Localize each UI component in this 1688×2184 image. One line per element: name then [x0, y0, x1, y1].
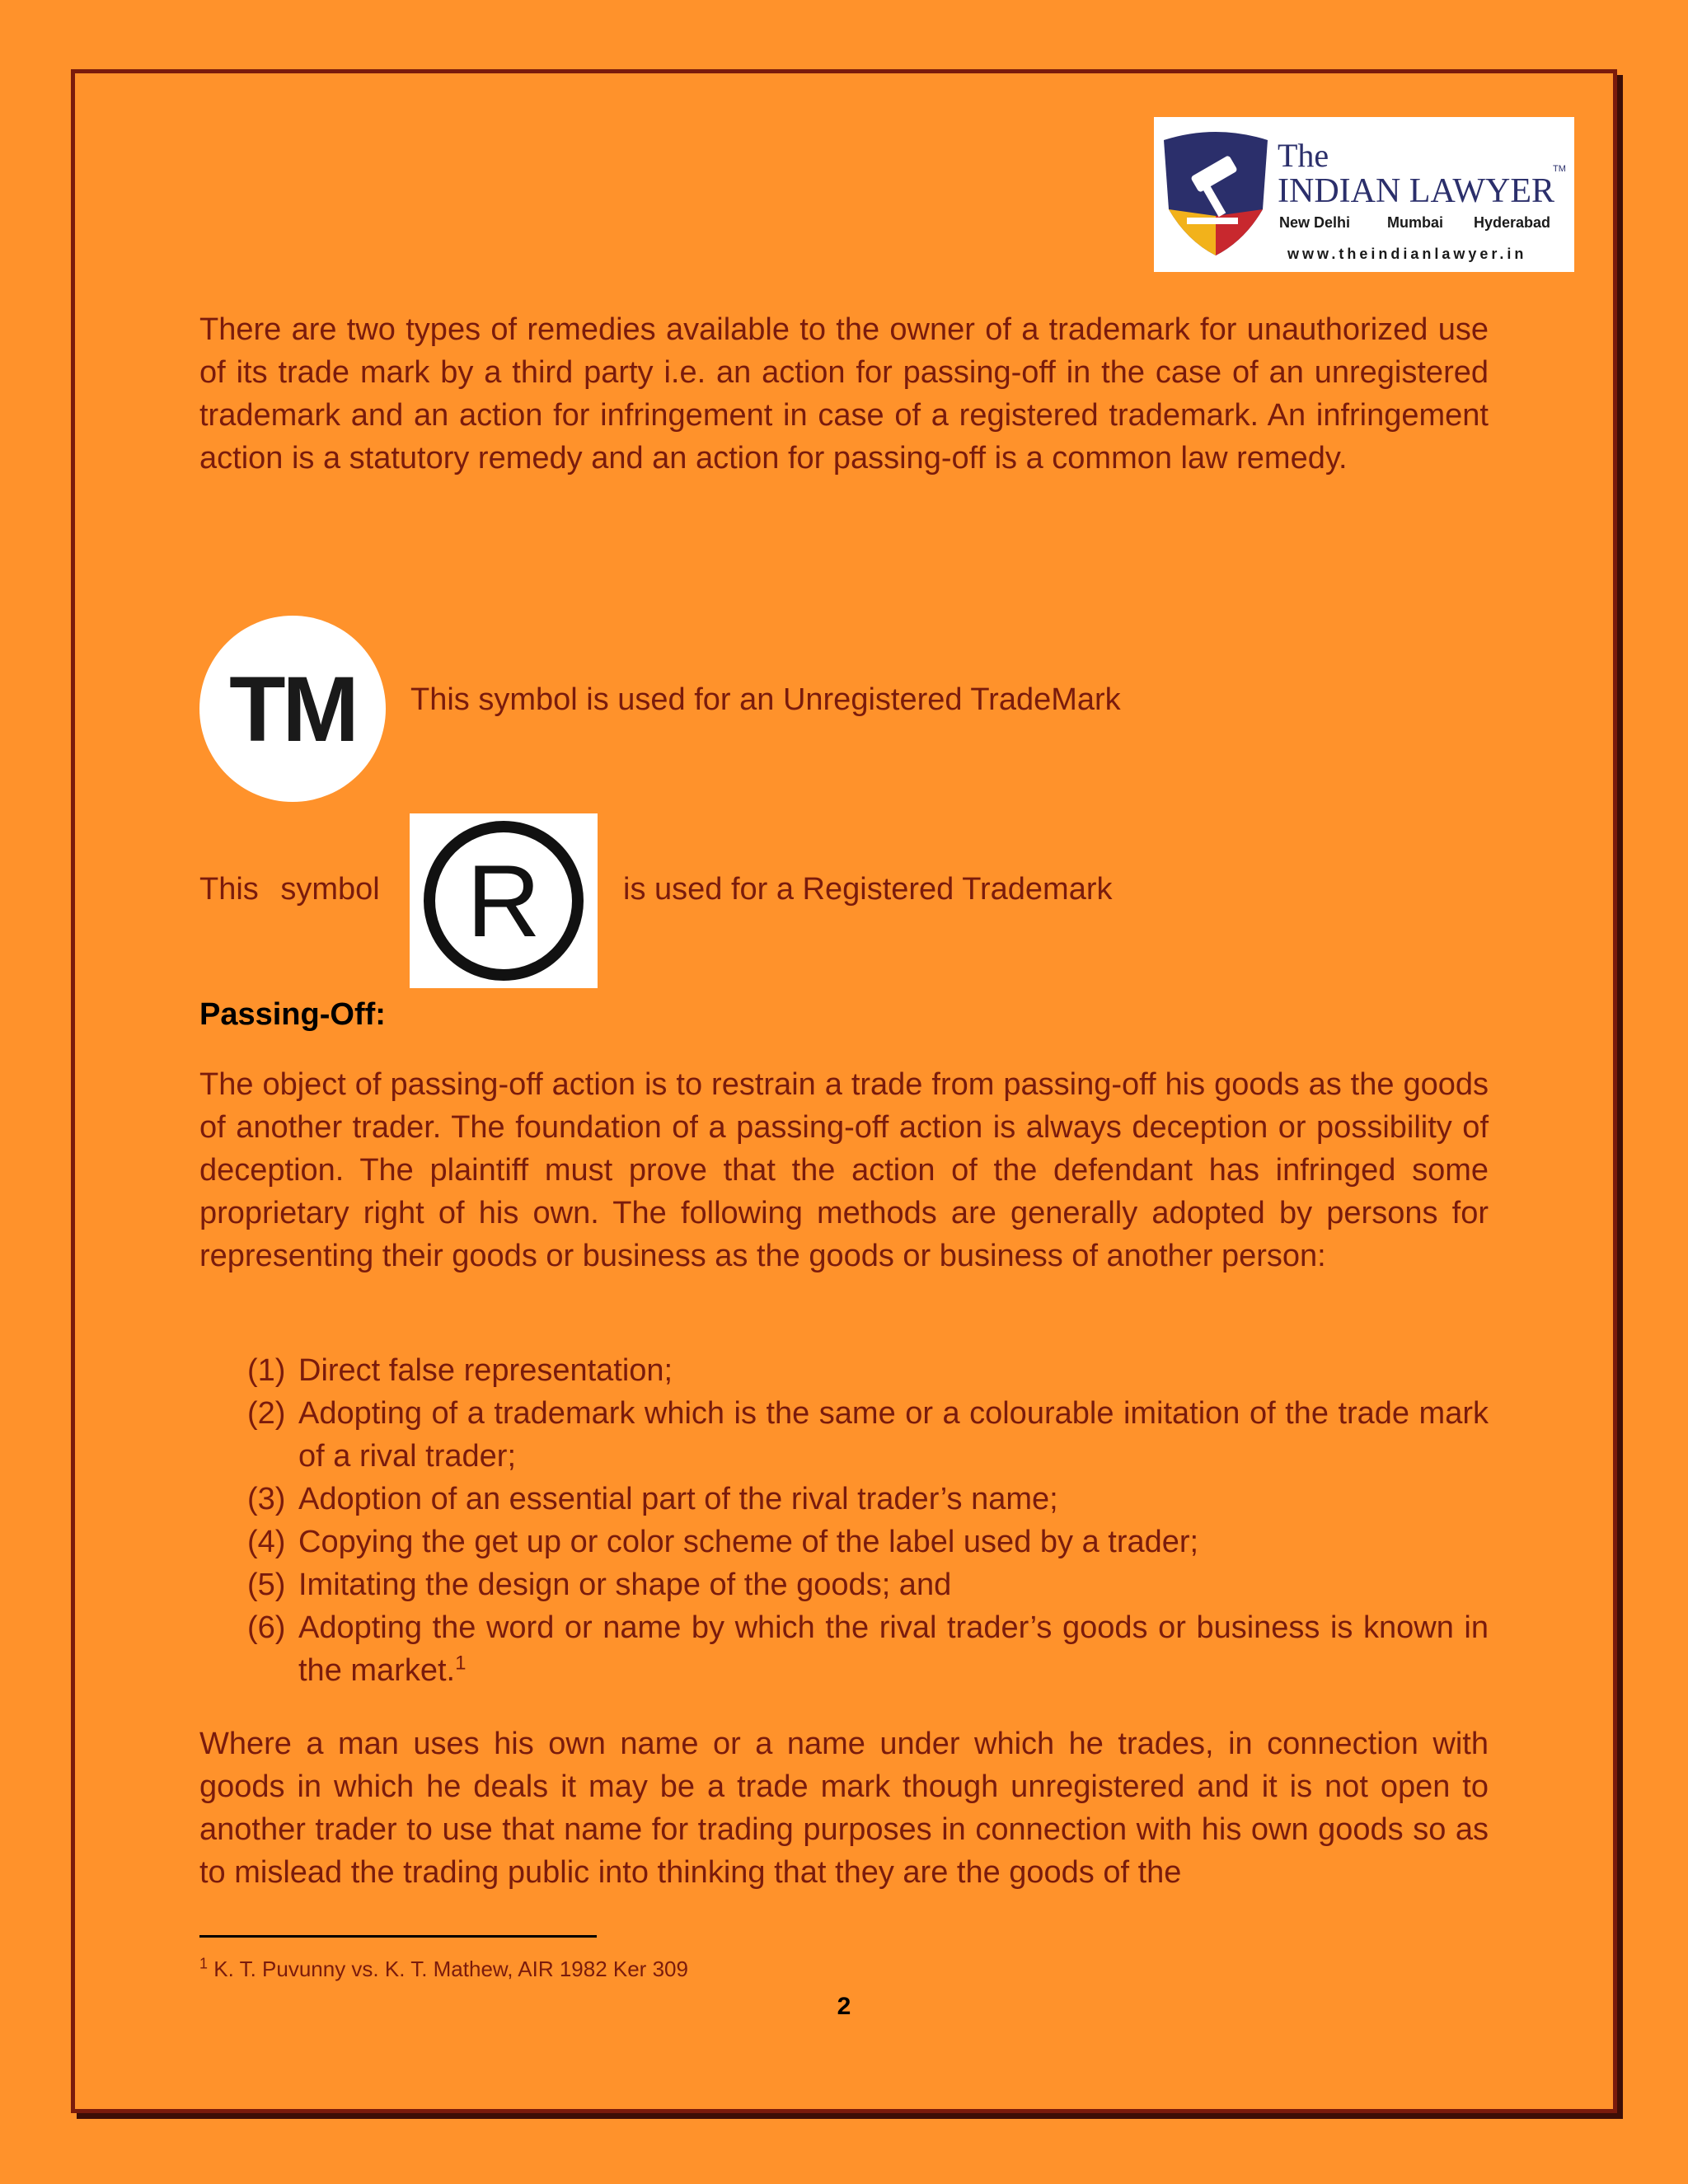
list-item: (6) Adopting the word or name by which the rival trader’s goods or business is known in the market.$^1$: [247, 1610, 1489, 1688]
tm-caption: This symbol is used for an Unregistered TradeMark: [410, 682, 1121, 717]
svg-text:TM: TM: [1553, 164, 1566, 174]
svg-text:Hyderabad: Hyderabad: [1474, 214, 1551, 231]
svg-text:The: The: [1278, 137, 1329, 174]
registered-r-icon: [410, 813, 598, 988]
svg-text:INDIAN LAWYER: INDIAN LAWYER: [1278, 172, 1555, 210]
footnote-divider: [199, 1935, 597, 1938]
closing-paragraph: Where a man uses his own name or a name under which he trades, in connection with goods in which he deals it may be a trade mark though unregistered and it is not open to another trader to use that name for trading purposes in connection with his own goods so as to mislead the trading public into thinking that they are the goods of the: [199, 1727, 1489, 1890]
tm-glyph: TM: [229, 657, 356, 761]
svg-text:Mumbai: Mumbai: [1387, 214, 1444, 231]
svg-text:R: R: [467, 845, 541, 958]
svg-text:New Delhi: New Delhi: [1279, 214, 1351, 231]
registered-caption-suffix: is used for a Registered Trademark: [623, 872, 1113, 907]
footnote-reference[interactable]: 1: [455, 1652, 467, 1675]
trademark-tm-icon: [199, 616, 386, 802]
footnote: $^1$ K. T. Puvunny vs. K. T. Mathew, AIR 1982 Ker 309: [199, 1955, 688, 1981]
list-item: (1) Direct false representation;: [247, 1353, 673, 1388]
methods-list: [247, 1349, 1489, 1692]
the-indian-lawyer-logo: [1154, 117, 1574, 272]
list-item: (3) Adoption of an essential part of the rival trader’s name;: [247, 1482, 1058, 1516]
svg-text:www.theindianlawyer.in: www.theindianlawyer.in: [1287, 246, 1527, 262]
list-item: (5) Imitating the design or shape of the goods; and: [247, 1568, 952, 1602]
shield-gavel-icon: [1164, 132, 1268, 255]
registered-caption-prefix: This symbol: [199, 872, 380, 907]
passing-off-paragraph: The object of passing-off action is to restrain a trade from passing-off his goods as the goods of another trader. The foundation of a passing-off action is always deception or possibility of deception. The plaintiff must prove that the action of the defendant has infringed some proprietary right of his own. The following methods are generally adopted by persons for representing their goods or business as the goods or business of another person:: [199, 1067, 1489, 1273]
page-number: 2: [837, 1993, 851, 2020]
section-heading-passing-off: Passing-Off:: [199, 997, 386, 1032]
list-item: (2) Adopting of a trademark which is the same or a colourable imitation of the trade mark of a rival trader;: [247, 1396, 1489, 1474]
intro-paragraph: There are two types of remedies available to the owner of a trademark for unauthorized use of its trade mark by a third party i.e. an action for passing-off in the case of an unregistered trademark and an action for infringement in case of a registered trademark. An infringement action is a statutory remedy and an action for passing-off is a common law remedy.: [199, 312, 1489, 476]
list-item: (4) Copying the get up or color scheme of the label used by a trader;: [247, 1525, 1199, 1559]
